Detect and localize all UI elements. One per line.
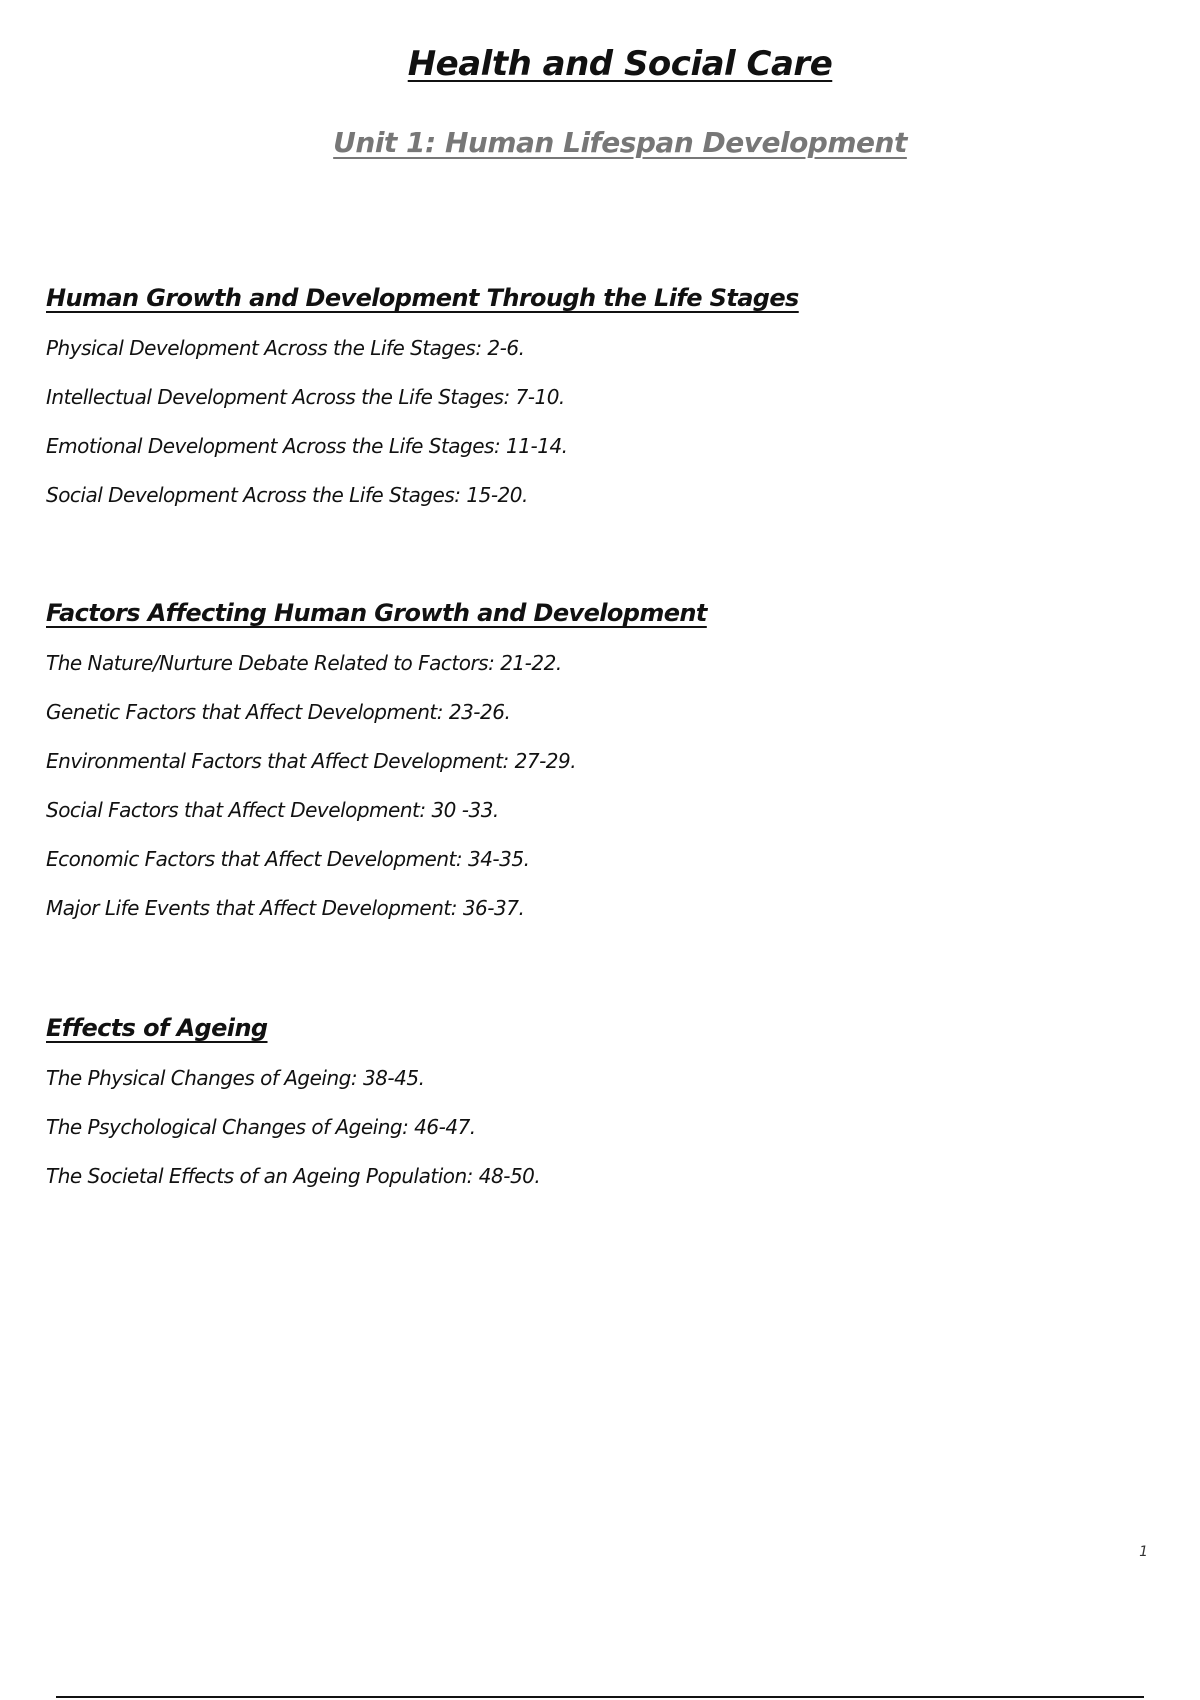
toc-item: The Societal Effects of an Ageing Population: 48-50.	[46, 1164, 541, 1188]
section-growth-development	[46, 280, 946, 530]
toc-item: Environmental Factors that Affect Development: 27-29.	[46, 749, 577, 773]
toc-item: The Nature/Nurture Debate Related to Factors: 21-22.	[46, 651, 562, 675]
toc-item: Physical Development Across the Life Stages: 2-6.	[46, 336, 525, 360]
toc-list	[46, 334, 946, 509]
document-title: Health and Social Care	[407, 44, 833, 84]
section-factors	[46, 595, 946, 943]
footer-divider	[56, 1696, 1144, 1698]
toc-list	[46, 1064, 946, 1190]
section-heading: Human Growth and Development Through the Life Stages	[46, 284, 799, 312]
toc-item: Genetic Factors that Affect Development: 23-26.	[46, 700, 511, 724]
toc-item: Economic Factors that Affect Development: 34-35.	[46, 847, 530, 871]
toc-item: Social Development Across the Life Stages: 15-20.	[46, 483, 528, 507]
toc-list	[46, 649, 946, 922]
section-effects-of-ageing	[46, 1010, 946, 1211]
toc-item: The Physical Changes of Ageing: 38-45.	[46, 1066, 425, 1090]
toc-item: Major Life Events that Affect Development: 36-37.	[46, 896, 525, 920]
section-heading: Effects of Ageing	[46, 1014, 268, 1042]
toc-item: Intellectual Development Across the Life Stages: 7-10.	[46, 385, 565, 409]
toc-item: The Psychological Changes of Ageing: 46-47.	[46, 1115, 476, 1139]
section-heading: Factors Affecting Human Growth and Development	[46, 599, 707, 627]
document-subtitle: Unit 1: Human Lifespan Development	[333, 126, 907, 159]
toc-item: Social Factors that Affect Development: 30 -33.	[46, 798, 499, 822]
page-number: 1	[1139, 1544, 1148, 1560]
toc-item: Emotional Development Across the Life Stages: 11-14.	[46, 434, 568, 458]
